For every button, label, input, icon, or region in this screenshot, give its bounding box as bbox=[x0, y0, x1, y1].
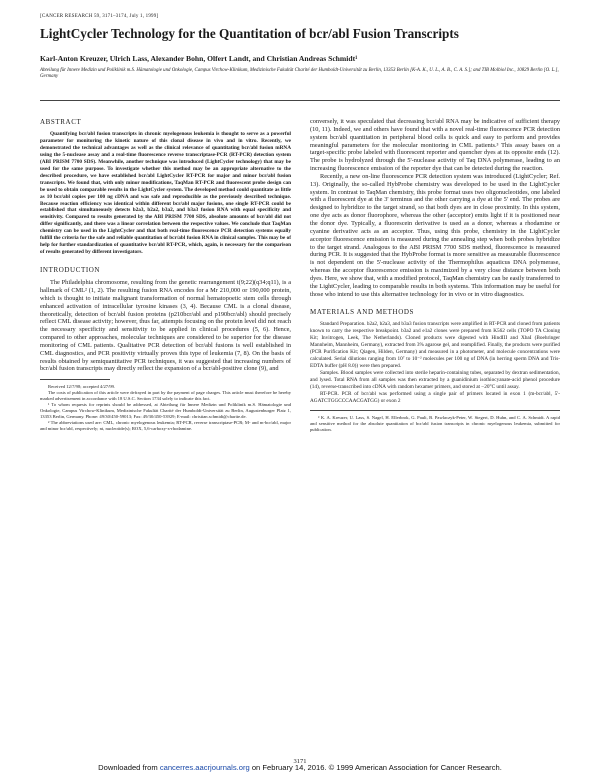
footnotes bbox=[40, 384, 291, 431]
page-number: 3171 bbox=[293, 758, 307, 765]
methods-section bbox=[310, 308, 560, 404]
methods-heading: MATERIALS AND METHODS bbox=[310, 308, 414, 317]
header-divider bbox=[40, 100, 560, 101]
article-title: LightCycler Technology for the Quantitation of bcr/abl Fusion Transcripts bbox=[40, 26, 459, 41]
samples-paragraph: Samples. Blood samples were collected into sterile heparin-containing tubes, separated by dextran sedimentation, and lysed. Total RNA from all samples was then extracted by a guanidinium isothiocyanate-acid phenol procedure (14), reverse-transcribed into cDNA with random hexamer primers, and stored at −20°C until assay. bbox=[310, 370, 560, 390]
footnote-reprints: ¹ To whom requests for reprints should be addressed, at Abteilung für Innere Medizin und Poliklinik m.S. Hämatologie und Onkologie, Campus Virchow-Klinikum, Medizinische Fakultät Charité der Humboldt-Universität zu Berlin, Augustenburger Platz 1, 13353 Berlin, Germany. Phone: 49/30/450-59013; Fax: 49/30/450-53929; E-mail: christian.schmidt@charite.de. bbox=[40, 402, 291, 419]
left-column bbox=[40, 118, 291, 432]
footnote-received: Received 12/7/98; accepted 4/27/99. bbox=[48, 384, 116, 390]
journal-site-link[interactable]: cancerres.aacrjournals.org bbox=[159, 763, 250, 772]
download-notice bbox=[0, 764, 600, 772]
author-affiliation: Abteilung für Innere Medizin und Poliklinik m.S. Hämatologie und Onkologie, Campus Virchow-Klinikum, Medizinische Fakultät Charité der Humboldt-Universität zu Berlin, 13353 Berlin [K-A. K., U. L., A. B., C. A. S.]; and TIB Molbiol Inc., 10829 Berlin [O. L.], Germany bbox=[40, 68, 559, 80]
lightcycler-paragraph: Recently, a new on-line fluorescence PCR detection system was introduced (LightCycler; Ref. 13). Originally, the so-called HybProbe chemistry was developed to be used in the LightCycler system. In contrast to TaqMan chemistry, this probe format uses two oligonucleotides, one labeled with a fluorescent dye at the 3' terminus and the other carrying a dye at the 5' end. The probes are designed to hybridize to the target strand, so that both dyes are in close proximity. In this system, one dye acts as donor fluorophore, whereas the other (acceptor) emits light if it is positioned near the donor dye. Typically, a fluorescein derivative is used as a donor, whereas a rhodamine or cyanine derivative acts as an acceptor. Thus, using this probe, chemistry in the LightCycler acceptor fluorescence emission is measured during the annealing step when both probes hybridize to the target strand. Analogous to the ABI PRISM 7700 SDS method, fluorescence is measured during PCR. It is suggested that the HybProbe format is more sensitive as measurable fluorescence is not dependent on the 5'-nuclease activity of the Thermophilus aquaticus DNA polymerase, whereas the acceptor fluorescence emission is maximized by a very close distance between both dyes. Here, we show that, with a modified protocol, TaqMan chemistry can be easily transferred to the LightCycler, leading to comparable results in both systems. This information may be useful for those who intend to use this alternative technology for in vivo or in vitro diagnostics. bbox=[310, 172, 560, 298]
rt-pcr-paragraph: RT-PCR. PCR of bcr/abl was performed using a single pair of primers located in exon 1 (m-bcr/abl, 5'-AGATCTGGCCCAACGATGG) or exon 2 bbox=[310, 390, 560, 404]
abstract-text: Quantifying bcr/abl fusion transcripts in chronic myelogenous leukemia is thought to serve as a powerful parameter for monitoring the kinetic nature of this clonal disease in vivo and in vitro. Recently, we demonstrated the technical advantages as well as the clinical relevance of quantitating bcr/abl fusion mRNA using the 5-nuclease assay and a real-time fluorescence reverse transcriptase-PCR (RT-PCR) detection system (ABI PRISM 7700 SDS). Meanwhile, another technique was introduced (LightCycler technology) that may be used for the same purpose. To investigate whether this method may be an appropriate alternative to the described procedure, we have established bcr/abl LightCycler RT-PCR for major and minor bcr/abl fusion transcripts. We found that, with only minor modifications, TaqMan RT-PCR and fluorescent probe design can be used to obtain comparable results in the LightCycler system. The developed method could quantitate as little as 10 bcr/abl copies per 100 ng cDNA and was safe and reproducible as the previously described technique. Because reaction efficiency was identical within different bcr/abl major fusions, one single RT-PCR could be established that simultaneously detects b2a3, b2a2, b3a2, and b3a3 fusion RNA with equal specificity and sensitivity. Compared to results generated by the ABI PRISM 7700 SDS, absolute amounts of bcr/abl did not differ significantly, and there was a linear correlation between the respective values. We conclude that TaqMan chemistry can be used in the LightCycler and that both real-time fluorescence PCR detection systems equally fulfill the criteria for the safe and reliable quantitation of bcr/abl fusion RNA in clinical samples. This may be of help for further standardization of quantitative bcr/abl RT-PCR, which, again, is necessary for the comparison of results generated by different investigators. bbox=[40, 131, 291, 256]
download-notice-prefix: Downloaded from bbox=[98, 763, 160, 772]
introduction-text: The Philadelphia chromosome, resulting from the genetic rearrangement t(9;22)(q34;q11), is a hallmark of CML² (1, 2). The resulting fusion RNA encodes for a Mr 210,000 or 190,000 protein, which is thought to initiate malignant transformation of normal hematopoetic stem cells through enhanced activation of intracellular tyrosine kinases (3, 4). Because CML is a clonal disease, theoretically, detection of bcr/abl fusion proteins (p210bcr/abl and p190bcr/abl) should precisely reflect CML disease activity; however, thus far, attempts focusing on the protein level did not reach the necessary specificity and sensitivity to be applied in clinical procedures (5, 6). Hence, compared to other approaches, molecular techniques are considered to be superior for the disease monitoring of CML patients. Qualitative PCR detection of bcr/abl fusions is well established in CML diagnostics, and PCR positivity virtually proves this type of leukemia (7, 8). On the basis of results obtained by semiquantitative PCR techniques, it was suggested that increasing numbers of bcr/abl fusion transcripts may directly reflect the expansion of a bcr/abl-positive clone (9), and bbox=[40, 279, 291, 373]
footnote-divider bbox=[40, 379, 110, 380]
download-notice-suffix: on February 14, 2016. © 1999 American Association for Cancer Research. bbox=[249, 763, 502, 772]
introduction-section bbox=[40, 266, 291, 373]
introduction-heading: INTRODUCTION bbox=[40, 266, 101, 275]
intro-continued-paragraph: conversely, it was speculated that decreasing bcr/abl RNA may be indicative of sufficient therapy (10, 11). Indeed, we and others have found that with a novel real-time fluorescence PCR detection system bcr/abl quantitation in peripheral blood cells is quick and easy to perform and provides meaningful parameters for the molecular monitoring in CML patients.³ This assay bases on a target-specific probe labeled with fluorescent reporter and quencher dyes at its opposite ends (12). The probe is hydrolyzed through the 5'-nuclease activity of Taq DNA polymerase, leading to an increasing fluorescence emission of the reporter dye that can be detected during the reaction. bbox=[310, 118, 560, 173]
abstract-heading: ABSTRACT bbox=[40, 118, 82, 126]
reference-divider bbox=[310, 410, 560, 411]
author-list: Karl-Anton Kreuzer, Ulrich Lass, Alexander Bohn, Olfert Landt, and Christian Andreas Schmidt¹ bbox=[40, 54, 358, 63]
footnote-abbreviations: ² The abbreviations used are: CML, chronic myelogenous leukemia; RT-PCR, reverse transcriptase-PCR; M- and m-bcr/abl, major and minor bcr/abl, respectively; nt, nucleotide(s); ROX, 5,6-carboxy-x-rhodamine. bbox=[40, 419, 291, 431]
standard-preparation-paragraph: Standard Preparation. b2a2, b2a3, and b3a3 fusion transcripts were amplified in RT-PCR and cloned from patients known to carry the respective breakpoint. b3a2 and e1a2 clones were prepared from K562 cells (TOPO TA Cloning Kit; Invitrogen, Leek, The Netherlands). Cloned products were digested with HindIII and XbaI (Boehringer Mannheim, Mannheim, Germany), extracted from 3% agarose gel, and reamplified. Finally, the products were purified (PCR Purification Kit; Qiagen, Hilden, Germany) and measured in a photometer, and molecule concentrations were calculated. Serial dilutions ranging from 10⁷ to 10⁻² molecules per 100 ng of DNA (in herring sperm DNA and Tris-EDTA buffer (pH 8.0)) were then prepared. bbox=[310, 321, 560, 370]
footnote-costs: The costs of publication of this article were defrayed in part by the payment of page charges. This article must therefore be hereby marked advertisement in accordance with 18 U.S.C. Section 1734 solely to indicate this fact. bbox=[40, 390, 291, 402]
right-column bbox=[310, 118, 560, 433]
reference-footnote: ³ K. A. Kreuzer, U. Lass, S. Nagel, H. Ellerbrok, G. Pauli, B. Pawlaczyk-Peter, W. Siegert, D. Huhn, and C. A. Schmidt. A rapid and sensitive method for the absolute quantitation of bcr/abl fusion transcripts in chronic myelogenous leukemia, submitted for publication. bbox=[310, 414, 560, 432]
journal-citation: [CANCER RESEARCH 59, 3171–3174, July 1, 1999] bbox=[40, 14, 159, 19]
